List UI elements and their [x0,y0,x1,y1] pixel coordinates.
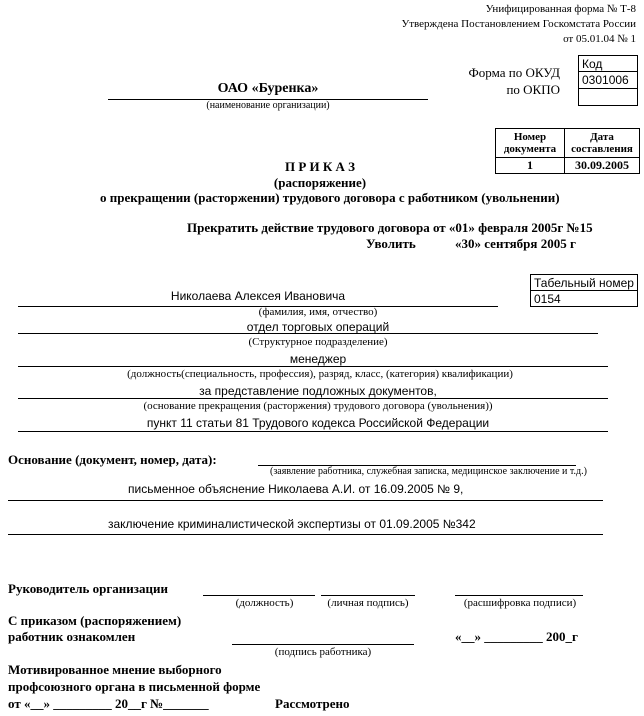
doc-number-header: Номер документа [496,129,565,158]
basis-line-2-underline [8,534,603,535]
organization-name: ОАО «Буренка» [217,81,319,96]
signature-caption: (личная подпись) [327,597,409,609]
head-position-line [203,595,315,596]
legal-article: пункт 11 статьи 81 Трудового кодекса Российской Федерации [146,416,490,430]
doc-number-value: 1 [496,158,565,174]
terminate-contract-line: Прекратить действие трудового договора от «01» февраля 2005г №15 [187,220,593,235]
okpo-label: по ОКПО [506,82,560,97]
basis-caption: (заявление работника, служебная записка, медицинское заключение и т.д.) [270,466,587,477]
order-title: П Р И К А З [284,159,356,174]
decode-caption: (расшифровка подписи) [463,597,577,609]
department-underline [18,333,598,334]
position-caption: (должность(специальность, профессия), разряд, класс, (категория) квалификации) [127,368,513,380]
code-table [578,55,638,106]
employee-name-caption: (фамилия, имя, отчество) [258,306,378,318]
tabel-number-table [530,274,638,307]
union-opinion-line-2: профсоюзного органа в письменной форме [8,679,261,694]
order-description: о прекращении (расторжении) трудового договора с работником (увольнении) [100,190,560,205]
reason-underline [18,398,608,399]
employee-name: Николаева Алексея Ивановича [170,289,346,303]
acquainted-line-2: работник ознакомлен [8,629,136,644]
basis-line-2: заключение криминалистической экспертизы от 01.09.2005 №342 [108,517,476,531]
approval-line: Утверждена Постановлением Госкомстата России [401,18,636,30]
head-signature-line [321,595,415,596]
kod-header: Код [579,56,638,72]
position-caption-sign: (должность) [235,597,294,609]
head-decode-line [455,595,583,596]
employee-position: менеджер [289,352,347,366]
dismissal-reason: за представление подложных документов, [199,384,437,398]
union-opinion-line-1: Мотивированное мнение выборного [8,662,222,677]
worker-signature-caption: (подпись работника) [274,646,372,658]
basis-line-1-underline [8,500,603,501]
basis-label: Основание (документ, номер, дата): [8,452,217,467]
reason-caption: (основание прекращения (расторжения) трудового договора (увольнения)) [143,400,493,412]
doc-date-value: 30.09.2005 [565,158,640,174]
basis-line-1: письменное объяснение Николаева А.И. от 16.09.2005 № 9, [128,482,464,496]
approval-date: от 05.01.04 № 1 [563,33,636,45]
order-subtitle: (распоряжение) [273,175,367,190]
dismiss-date: «30» сентября 2005 г [455,236,576,251]
acquainted-line-1: С приказом (распоряжением) [8,613,182,628]
reviewed-label: Рассмотрено [275,696,350,711]
dismiss-label: Уволить [366,236,416,251]
organization-caption: (наименование организации) [206,100,330,111]
tabel-number-label: Табельный номер [531,275,638,291]
tabel-number-value: 0154 [531,291,638,307]
doc-date-header: Дата составления [565,129,640,158]
employee-department: отдел торговых операций [246,320,390,334]
form-code: Унифицированная форма № Т-8 [485,3,636,15]
article-underline [18,431,608,432]
department-caption: (Структурное подразделение) [248,336,388,348]
okpo-value [579,89,638,106]
union-opinion-line-3: от «__» _________ 20__г №_______ [8,696,209,711]
okud-value: 0301006 [579,72,638,89]
worker-signature-line [232,644,414,645]
position-underline [18,366,608,367]
okud-label: Форма по ОКУД [468,65,560,80]
head-of-organization-label: Руководитель организации [8,581,168,596]
acquainted-date: «__» _________ 200_г [455,629,578,644]
